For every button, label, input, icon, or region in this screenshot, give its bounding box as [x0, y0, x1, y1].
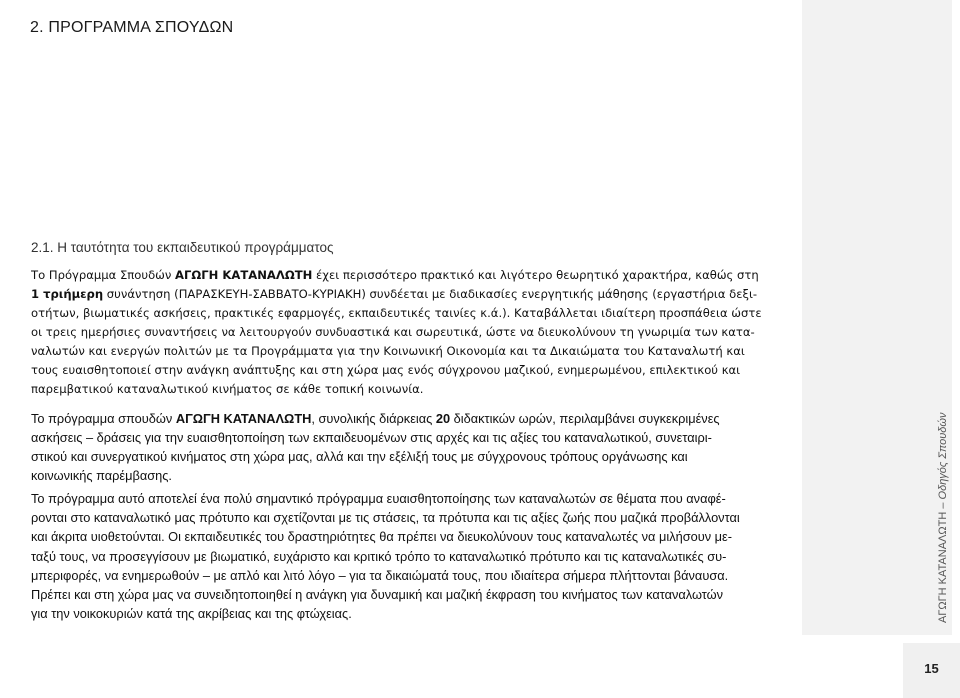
text-run: Το Πρόγραμμα Σπουδών: [31, 268, 176, 282]
text-line: [31, 323, 778, 342]
text-line: [31, 409, 778, 428]
text-line: [31, 342, 778, 361]
text-run: μπεριφορές, να ενημερωθούν – με απλό και λιτό λόγο – για τα δικαιώματά τους, που ιδιαίτερα σήμερα πλήττονται βάναυσα.: [31, 567, 729, 583]
sidebar-subtitle: – Οδηγός Σπουδών: [937, 412, 949, 509]
text-run: κοινωνικής παρέμβασης.: [31, 468, 172, 483]
text-line: [31, 527, 778, 546]
text-run: ρονται στο καταναλωτικό μας πρότυπο και σχετίζονται με τις στάσεις, τα πρότυπα και τις αξίες ζωής που μαζικά προβάλλονται: [31, 510, 740, 526]
text-run: ασκήσεις – δράσεις για την ευαισθητοποίηση των εκπαιδευομένων στις αρχές και τις αξίες του καταναλωτικού, συνεταιρι-: [31, 430, 712, 445]
text-run: στικού και συνεργατικού κινήματος στη χώρα μας, αλλά και την εξέλιξή τους με σύγχρονους τρόπους οργάνωσης και: [31, 449, 688, 464]
section-heading: 2.1. Η ταυτότητα του εκπαιδευτικού προγράμματος: [31, 240, 334, 255]
bold-run: ΑΓΩΓΗ ΚΑΤΑΝΑΛΩΤΗ: [175, 411, 312, 426]
text-run: για την νοικοκυριών κατά της ακρίβειας και της φτώχειας.: [31, 606, 352, 622]
text-line: [31, 547, 778, 566]
text-line: [31, 466, 778, 485]
bold-run: 20: [435, 411, 451, 426]
text-run: οτήτων, βιωματικές ασκήσεις, πρακτικές εφαρμογές, εκπαιδευτικές ταινίες κ.ά.). Καταβάλλεται ιδιαίτερη προσπάθεια ώστε: [31, 306, 762, 320]
page-number-box: [903, 643, 960, 698]
text-line: [31, 604, 778, 623]
sidebar-title: ΑΓΩΓΗ ΚΑΤΑΝΑΛΩΤΗ: [937, 511, 949, 623]
text-run: Το πρόγραμμα αυτό αποτελεί ένα πολύ σημαντικό πρόγραμμα ευαισθητοποίησης των καταναλωτών σε θέματα που αναφέ-: [31, 491, 726, 506]
paragraph-3: [31, 489, 778, 623]
text-line: [31, 380, 778, 399]
text-line: [31, 585, 778, 604]
text-line: [31, 428, 778, 447]
side-panel: [802, 0, 952, 635]
text-run: , συνολικής διάρκειας: [311, 411, 436, 426]
chapter-title: 2. ΠΡΟΓΡΑΜΜΑ ΣΠΟΥΔΩΝ: [30, 19, 234, 36]
sidebar-running-title: [937, 413, 949, 624]
text-line: [31, 489, 778, 508]
text-run: Πρέπει και στη χώρα μας να συνειδητοποιηθεί η ανάγκη για δυναμική και μαζική έκφραση του κινήματος των καταναλωτών: [31, 587, 724, 603]
text-line: [31, 508, 778, 527]
text-run: τους ευαισθητοποιεί στην ανάγκη ανάπτυξης και στη χώρα μας ενός σύγχρονου μαζικού, ενημερωμένου, επιλεκτικού και: [31, 363, 741, 377]
text-line: [31, 266, 778, 285]
text-run: και άκριτα υιοθετούνται. Οι εκπαιδευτικές του δραστηριότητες θα πρέπει να διευκολύνουν τους καταναλωτές να μιλήσουν με-: [31, 529, 733, 545]
text-line: [31, 447, 778, 466]
text-run: ταξύ τους, να προσεγγίσουν με βιωματικό, ευχάριστο και κριτικό τρόπο το καταναλωτικό πρότυπο και τις καταναλωτικές συ-: [31, 548, 727, 564]
text-run: διδακτικών ωρών, περιλαμβάνει συγκεκριμένες: [450, 411, 720, 426]
paragraph-1: [31, 266, 778, 399]
text-line: [31, 285, 778, 304]
text-line: [31, 361, 778, 380]
text-run: συνάντηση (ΠΑΡΑΣΚΕΥΗ-ΣΑΒΒΑΤΟ-ΚΥΡΙΑΚΗ) συνδέεται με διαδικασίες ενεργητικής μάθησης (εργαστήρια δεξι-: [103, 287, 758, 301]
paragraph-2: [31, 409, 778, 485]
text-run: οι τρεις ημερήσιες συναντήσεις να λειτουργούν συνδυαστικά και σωρευτικά, ώστε να διευκολύνουν τη γνωριμία των κατα-: [31, 325, 755, 339]
bold-run: 1 τριήμερη: [31, 287, 104, 301]
text-run: Το πρόγραμμα σπουδών: [31, 411, 176, 426]
text-line: [31, 304, 778, 323]
bold-run: ΑΓΩΓΗ ΚΑΤΑΝΑΛΩΤΗ: [175, 268, 313, 282]
text-run: έχει περισσότερο πρακτικό και λιγότερο θεωρητικό χαρακτήρα, καθώς στη: [312, 268, 759, 282]
text-run: παρεμβατικού καταναλωτικού κινήματος σε κάθε τοπική κοινωνία.: [31, 382, 424, 396]
text-run: ναλωτών και ενεργών πολιτών με τα Προγράμματα για την Κοινωνική Οικονομία και τα Δικαιώματα του Καταναλωτή και: [31, 344, 745, 358]
page-number: 15: [924, 661, 939, 676]
text-line: [31, 566, 778, 585]
